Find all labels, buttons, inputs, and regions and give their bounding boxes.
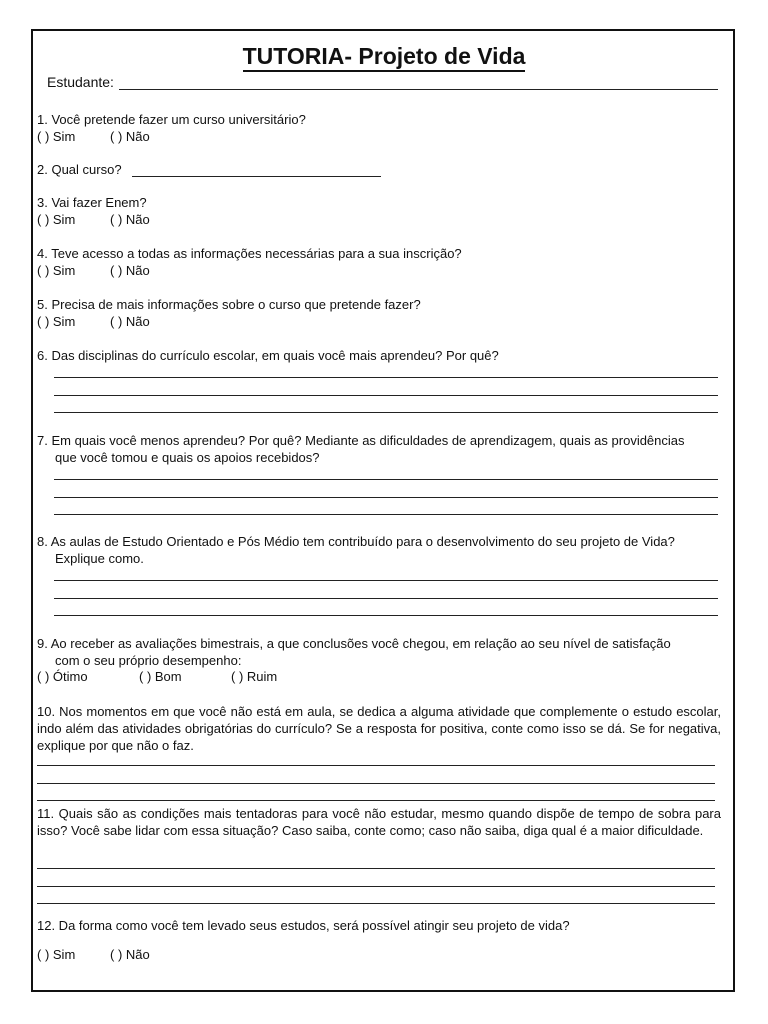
answer-line[interactable]	[37, 765, 715, 766]
option-nao[interactable]: ( ) Não	[110, 129, 150, 144]
answer-line[interactable]	[54, 580, 718, 581]
answer-line[interactable]	[54, 514, 718, 515]
question-7-line-2: que você tomou e quais os apoios recebidos?	[55, 450, 320, 465]
page-title: TUTORIA- Projeto de Vida	[0, 43, 768, 70]
question-1-options	[37, 129, 150, 145]
option-sim[interactable]: ( ) Sim	[37, 212, 76, 227]
question-9-options	[37, 669, 277, 685]
question-5: 5. Precisa de mais informações sobre o curso que pretende fazer?	[37, 297, 421, 312]
question-5-options	[37, 314, 150, 330]
page-border	[31, 29, 735, 992]
option-nao[interactable]: ( ) Não	[110, 314, 150, 329]
answer-line[interactable]	[37, 800, 715, 801]
answer-line[interactable]	[54, 395, 718, 396]
option-sim[interactable]: ( ) Sim	[37, 947, 76, 962]
question-10: 10. Nos momentos em que você não está em aula, se dedica a alguma atividade que complemente o estudo escolar, indo além das atividades obrigatórias do currículo? Se a resposta for positiva, conte como isso se dá. Se for negativa, explique por que não o faz.	[37, 704, 721, 753]
option-nao[interactable]: ( ) Não	[110, 263, 150, 278]
answer-line[interactable]	[54, 615, 718, 616]
student-name-field[interactable]	[119, 89, 718, 90]
question-9-line-2: com o seu próprio desempenho:	[55, 653, 242, 668]
question-4: 4. Teve acesso a todas as informações necessárias para a sua inscrição?	[37, 246, 462, 261]
option-sim[interactable]: ( ) Sim	[37, 129, 76, 144]
answer-line[interactable]	[54, 479, 718, 480]
option-sim[interactable]: ( ) Sim	[37, 314, 76, 329]
option-otimo[interactable]: ( ) Ótimo	[37, 669, 88, 684]
question-9-line-1: 9. Ao receber as avaliações bimestrais, a que conclusões você chegou, em relação ao seu nível de satisfação	[37, 636, 671, 651]
question-8-line-2: Explique como.	[55, 551, 144, 566]
answer-line[interactable]	[37, 903, 715, 904]
option-nao[interactable]: ( ) Não	[110, 947, 150, 962]
answer-line[interactable]	[54, 377, 718, 378]
question-6: 6. Das disciplinas do currículo escolar, em quais você mais aprendeu? Por quê?	[37, 348, 499, 363]
question-12: 12. Da forma como você tem levado seus estudos, será possível atingir seu projeto de vida?	[37, 918, 570, 933]
option-ruim[interactable]: ( ) Ruim	[231, 669, 278, 684]
answer-line[interactable]	[54, 412, 718, 413]
answer-line[interactable]	[54, 598, 718, 599]
question-3: 3. Vai fazer Enem?	[37, 195, 147, 210]
question-8-line-1: 8. As aulas de Estudo Orientado e Pós Médio tem contribuído para o desenvolvimento do seu projeto de Vida?	[37, 534, 675, 549]
question-12-options	[37, 947, 150, 963]
question-2: 2. Qual curso?	[37, 162, 122, 177]
question-4-options	[37, 263, 150, 279]
option-sim[interactable]: ( ) Sim	[37, 263, 76, 278]
answer-line[interactable]	[54, 497, 718, 498]
course-answer-field[interactable]	[132, 176, 381, 177]
answer-line[interactable]	[37, 868, 715, 869]
student-label: Estudante:	[47, 74, 114, 90]
answer-line[interactable]	[37, 783, 715, 784]
question-3-options	[37, 212, 150, 228]
question-11: 11. Quais são as condições mais tentadoras para você não estudar, mesmo quando dispõe de tempo de sobra para isso? Você sabe lidar com essa situação? Caso saiba, conte como; caso não saiba, diga qual é a maior dificuldade.	[37, 806, 721, 838]
question-7-line-1: 7. Em quais você menos aprendeu? Por quê? Mediante as dificuldades de aprendizagem, quais as providências	[37, 433, 685, 448]
question-1: 1. Você pretende fazer um curso universitário?	[37, 112, 306, 127]
answer-line[interactable]	[37, 886, 715, 887]
option-nao[interactable]: ( ) Não	[110, 212, 150, 227]
option-bom[interactable]: ( ) Bom	[139, 669, 182, 684]
